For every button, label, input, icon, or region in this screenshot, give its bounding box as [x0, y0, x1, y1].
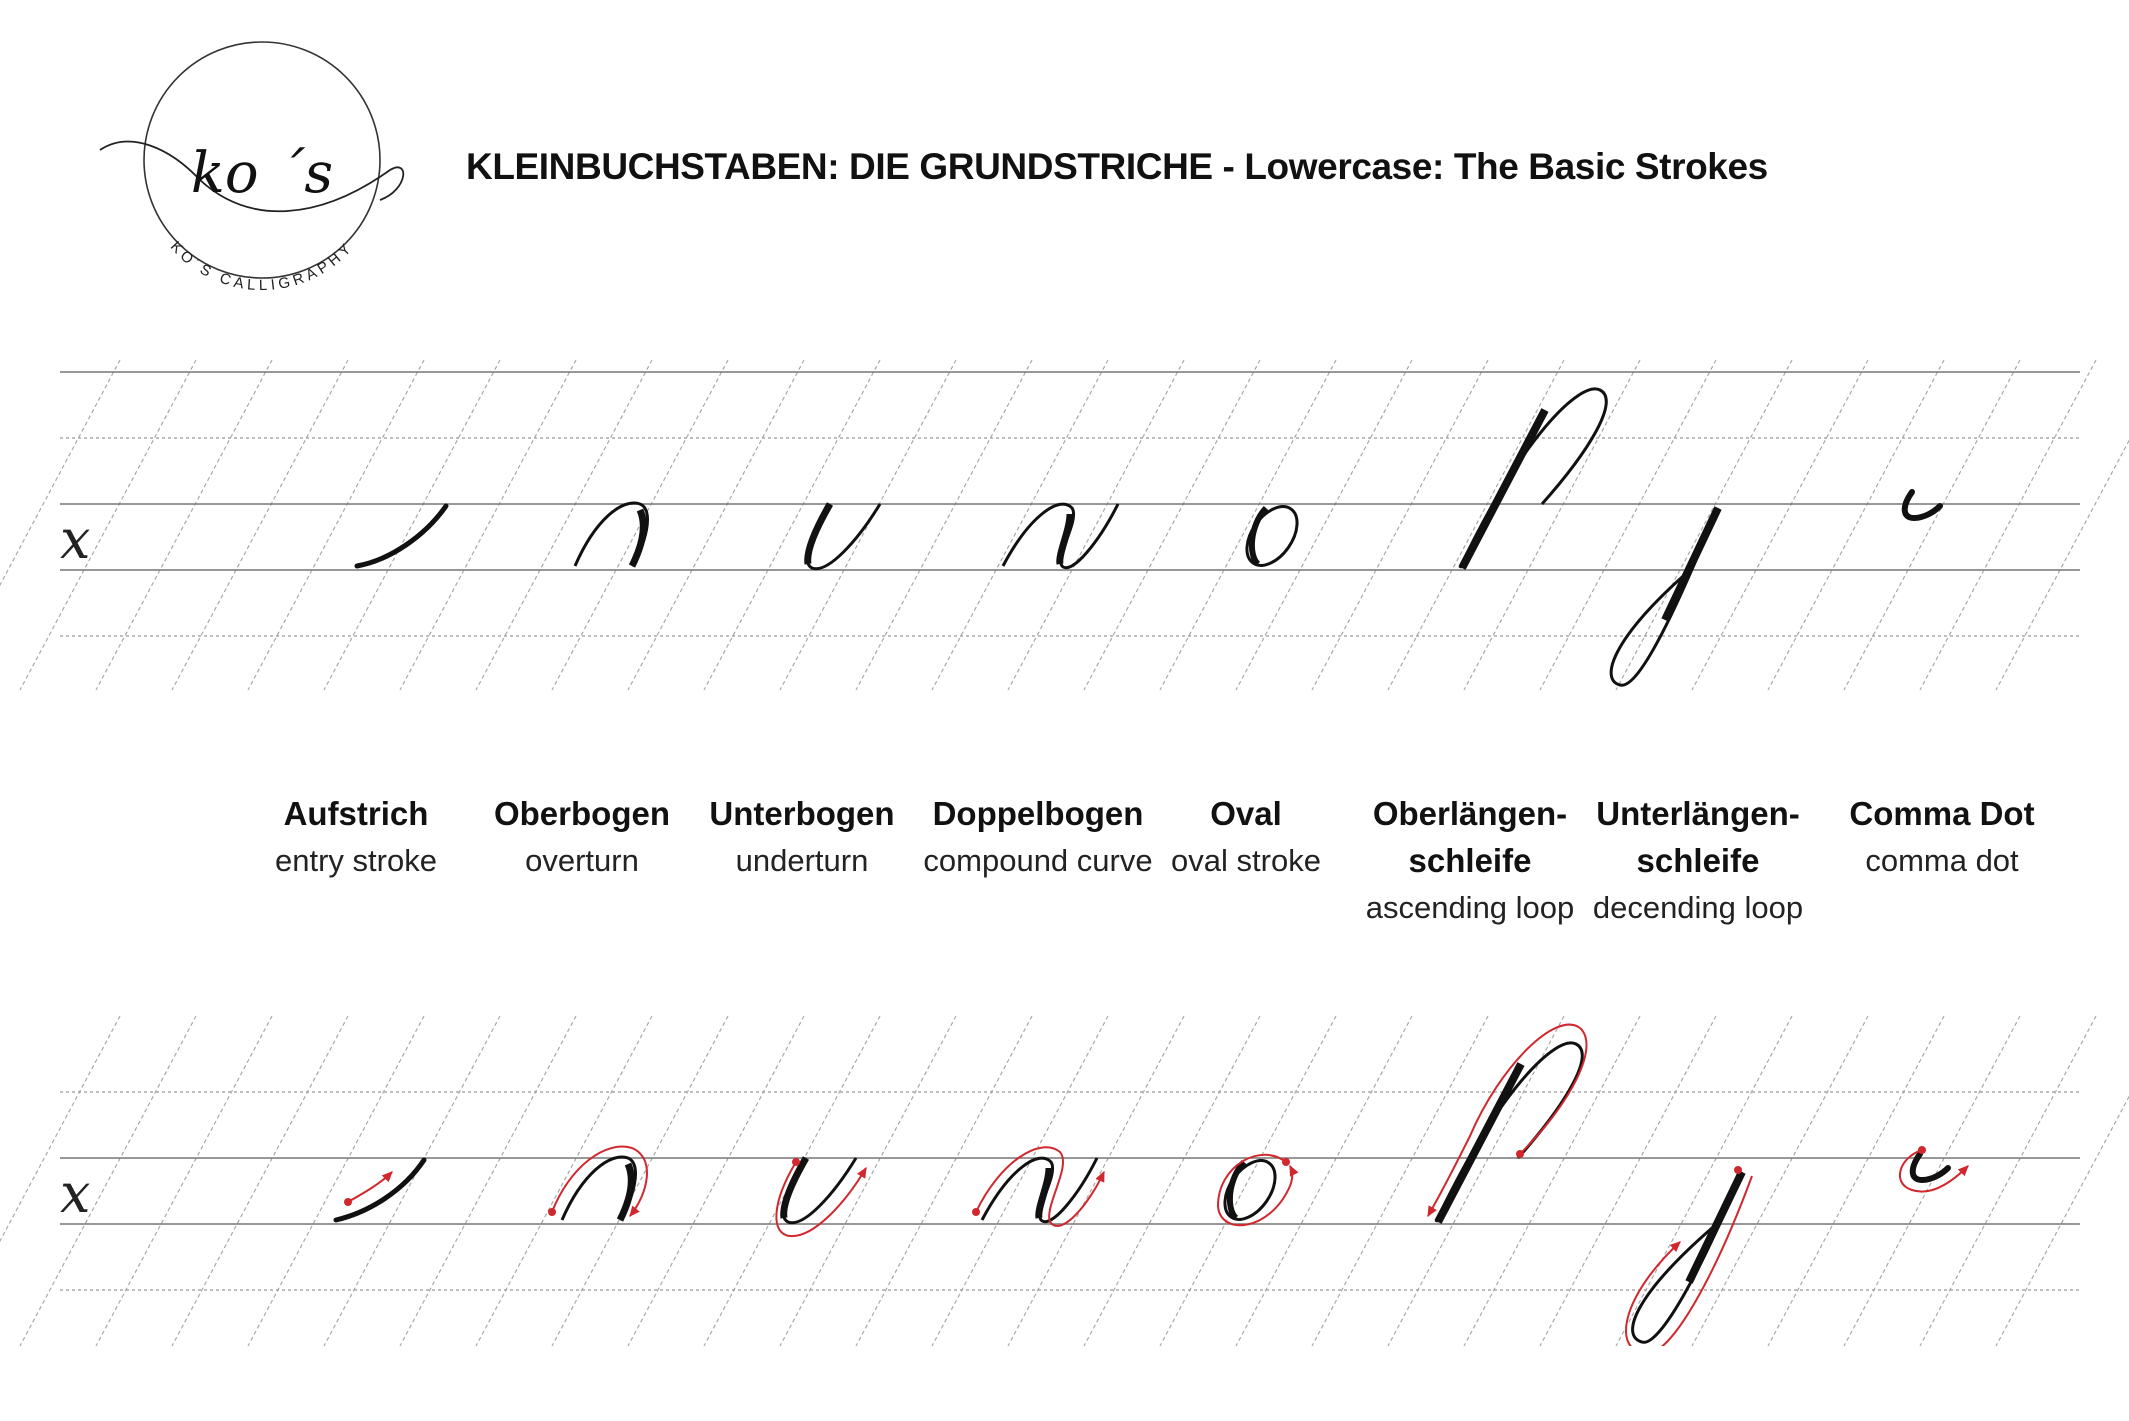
- slant-line: [1844, 360, 2020, 690]
- slant-line: [1312, 360, 1488, 690]
- label-en: entry stroke: [275, 843, 437, 878]
- slant-line: [1768, 360, 1944, 690]
- stroke-underturn: [783, 1158, 856, 1223]
- label-en: compound curve: [923, 843, 1153, 878]
- slant-line: [1464, 360, 1640, 690]
- slant-line: [1920, 360, 2096, 690]
- slant-line: [628, 1016, 804, 1346]
- label-descending: [1558, 790, 1838, 931]
- slant-line: [856, 360, 1032, 690]
- slant-line: [1084, 360, 1260, 690]
- slant-line: [20, 1016, 196, 1346]
- label-de: Unterbogen: [709, 795, 895, 832]
- practice-sheet-directions: [0, 1006, 2129, 1346]
- slant-line: [932, 360, 1108, 690]
- slant-line: [780, 360, 956, 690]
- logo-ring-text: KO´S CALLIGRAPHY: [166, 238, 358, 290]
- stroke-ascending-shade: [1438, 1064, 1521, 1222]
- label-overturn: [442, 790, 722, 884]
- label-de: Oberbogen: [493, 795, 670, 832]
- stroke-compound-shade: [1060, 514, 1070, 564]
- label-de: Unterlängen-: [1596, 795, 1800, 832]
- slant-line: [248, 1016, 424, 1346]
- label-oval: [1106, 790, 1386, 884]
- slant-line: [552, 1016, 728, 1346]
- slant-line: [324, 1016, 500, 1346]
- label-en: oval stroke: [1171, 843, 1321, 878]
- slant-line: [932, 1016, 1108, 1346]
- label-en: underturn: [735, 843, 869, 878]
- label-underturn: [662, 790, 942, 884]
- slant-line: [1996, 360, 2129, 690]
- slant-guides: [0, 1016, 2129, 1346]
- label-de: Comma Dot: [1849, 795, 2035, 832]
- slant-line: [780, 1016, 956, 1346]
- stroke-overturn-shade: [632, 510, 643, 566]
- slant-line: [1692, 360, 1868, 690]
- label-compound: [898, 790, 1178, 884]
- slant-line: [1236, 1016, 1412, 1346]
- slant-line: [1540, 360, 1716, 690]
- slant-line: [248, 360, 424, 690]
- slant-line: [1160, 360, 1336, 690]
- label-en: overturn: [525, 843, 639, 878]
- slant-line: [1692, 1016, 1868, 1346]
- logo: [90, 30, 420, 290]
- stroke-comma-dot: [1905, 492, 1940, 518]
- slant-line: [1160, 1016, 1336, 1346]
- slant-line: [1920, 1016, 2096, 1346]
- stroke-start-dot: [1734, 1166, 1742, 1174]
- label-de: Doppelbogen: [932, 795, 1144, 832]
- stroke-oval: [1237, 497, 1308, 574]
- stroke-ascending-shade: [1462, 410, 1545, 568]
- slant-line: [1388, 1016, 1564, 1346]
- practice-sheet-examples: [0, 350, 2129, 690]
- stroke-underturn-shade: [784, 1158, 806, 1218]
- direction-arrow: [1626, 1176, 1752, 1346]
- slant-line: [1540, 1016, 1716, 1346]
- label-entry: [216, 790, 496, 884]
- label-ascending: [1330, 790, 1610, 931]
- slant-line: [1464, 1016, 1640, 1346]
- slant-line: [704, 360, 880, 690]
- x-height-marker: x: [60, 508, 91, 571]
- slant-line: [1996, 1016, 2129, 1346]
- stroke-oval: [1215, 1151, 1286, 1228]
- slant-line: [400, 1016, 576, 1346]
- slant-line: [1616, 1016, 1792, 1346]
- stroke-ascending-loop: [1460, 389, 1606, 568]
- label-de: Oberlängen-: [1372, 795, 1568, 832]
- slant-line: [856, 1016, 1032, 1346]
- page-title: KLEINBUCHSTABEN: DIE GRUNDSTRICHE - Lowercase: The Basic Strokes: [466, 146, 1768, 187]
- slant-line: [628, 360, 804, 690]
- slant-line: [476, 1016, 652, 1346]
- slant-line: [20, 360, 196, 690]
- label-en: decending loop: [1592, 890, 1804, 925]
- label-de-2: schleife: [1636, 842, 1760, 879]
- slant-line: [96, 1016, 272, 1346]
- slant-line: [400, 360, 576, 690]
- slant-line: [96, 360, 272, 690]
- label-de-2: schleife: [1408, 842, 1532, 879]
- stroke-underturn-shade: [808, 504, 830, 564]
- slant-line: [172, 1016, 348, 1346]
- stroke-entry: [357, 506, 446, 566]
- label-comma: [1802, 790, 2082, 884]
- stroke-entry: [336, 1160, 424, 1220]
- slant-line: [1008, 360, 1184, 690]
- slant-line: [324, 360, 500, 690]
- stroke-descending-shade: [1665, 508, 1718, 620]
- label-de: Oval: [1210, 795, 1282, 832]
- label-de: Aufstrich: [283, 795, 429, 832]
- label-en: ascending loop: [1365, 890, 1575, 925]
- stroke-compound-shade: [1039, 1168, 1049, 1218]
- stroke-overturn-shade: [620, 1164, 631, 1220]
- x-height-marker: x: [60, 1162, 91, 1225]
- slant-line: [1008, 1016, 1184, 1346]
- label-en: comma dot: [1865, 843, 2019, 878]
- slant-line: [172, 360, 348, 690]
- logo-monogram: ko ´s: [190, 141, 334, 206]
- slant-line: [1236, 360, 1412, 690]
- slant-line: [476, 360, 652, 690]
- slant-line: [1616, 360, 1792, 690]
- stroke-underturn: [807, 504, 880, 569]
- slant-guides: [0, 360, 2129, 690]
- slant-line: [1388, 360, 1564, 690]
